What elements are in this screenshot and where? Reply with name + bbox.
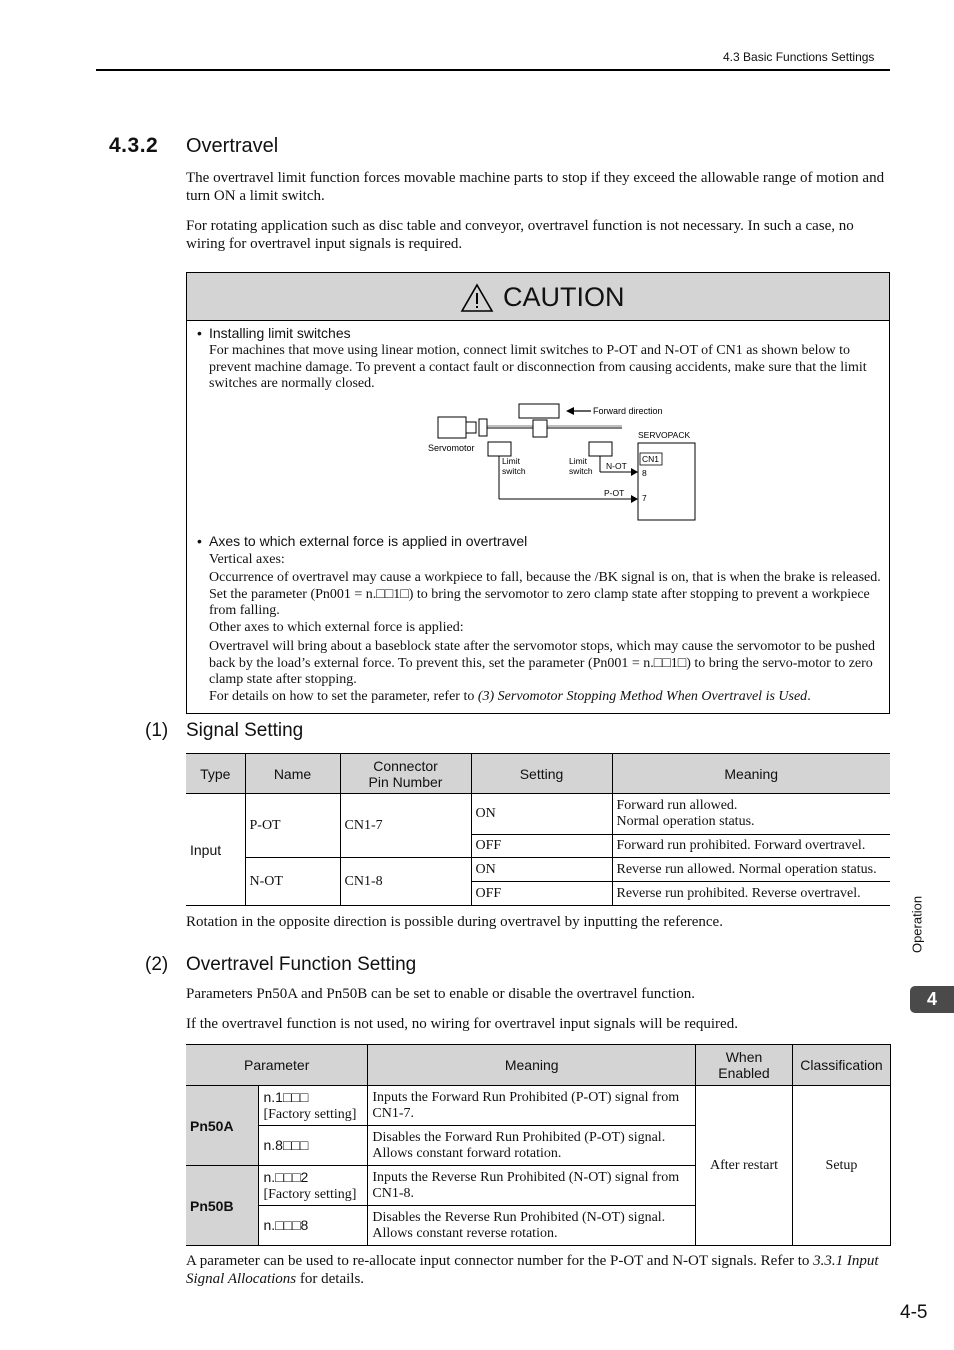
col-connector-pin: Connector Pin Number (340, 754, 471, 794)
cn1-label: CN1 (642, 454, 660, 464)
function-paragraph-2: If the overtravel function is not used, no wiring for overtravel input signals will be required. (186, 1016, 738, 1032)
header-rule (96, 69, 890, 71)
name-cell: N-OT (245, 858, 340, 906)
vertical-axes-text: Occurrence of overtravel may cause a workpiece to fall, because the /BK signal is on, that is when the brake is released. Set the parameter (Pn001 = n.□□1□) to bring the servomotor to zero clamp state after stopping to prevent a workpiece from falling. (209, 570, 881, 618)
col-parameter: Parameter (186, 1045, 368, 1086)
servomotor-shape (438, 417, 466, 438)
forward-arrow-icon (566, 407, 574, 415)
name-cell: P-OT (245, 794, 340, 858)
meaning-cell: Reverse run prohibited. Reverse overtravel. (612, 882, 890, 906)
vertical-axes-label: Vertical axes: (209, 552, 285, 567)
other-axes-label: Other axes to which external force is applied: (209, 620, 464, 635)
pin-cell: CN1-7 (340, 794, 471, 858)
classification-cell: Setup (792, 1086, 890, 1246)
param-value-cell: n.1□□□ [Factory setting] (259, 1086, 368, 1126)
setting-cell: ON (471, 794, 612, 835)
intro-paragraph-2: For rotating application such as disc table and conveyor, overtravel function is not necessary. In such a case, no wiring for overtravel input signals is required. (186, 218, 854, 252)
limit-switch-text: For machines that move using linear motion, connect limit switches to P-OT and N-OT of CN1 as shown below to prevent machine damage. To prevent a contact fault or disconnection from causing accidents, make sure that the limit switches are normally closed. (209, 343, 867, 391)
upper-limit-switch-shape (519, 404, 559, 418)
col-when-enabled: When Enabled (696, 1045, 793, 1086)
placeholder-box-icon: □ (677, 655, 687, 671)
signal-setting-heading: Signal Setting (186, 720, 304, 741)
placeholder-box-icon: □□ (376, 586, 394, 602)
meaning-cell: Disables the Forward Run Prohibited (P-OT) signal. Allows constant forward rotation. (368, 1126, 696, 1166)
section-title: Overtravel (186, 135, 279, 157)
pin-8-label: 8 (642, 468, 647, 478)
bullet-icon: • (197, 533, 202, 549)
type-cell: Input (186, 794, 245, 906)
n-ot-arrow-icon (631, 468, 638, 476)
signal-setting-number: (1) (145, 720, 169, 741)
col-setting: Setting (471, 754, 612, 794)
stopping-method-link[interactable]: (3) Servomotor Stopping Method When Overtravel is Used (477, 689, 808, 704)
left-limit-switch-shape (488, 442, 511, 456)
col-type: Type (186, 754, 245, 794)
col-meaning: Meaning (368, 1045, 696, 1086)
meaning-cell: Inputs the Reverse Run Prohibited (N-OT) signal from CN1-8. (368, 1166, 696, 1206)
function-setting-heading: Overtravel Function Setting (186, 954, 417, 975)
right-limit-switch-shape (589, 442, 612, 456)
table-row (186, 1086, 891, 1126)
page-number: 4-5 (900, 1302, 928, 1323)
function-setting-number: (2) (145, 954, 169, 975)
pin-7-label: 7 (642, 493, 647, 503)
signal-setting-table (186, 753, 890, 906)
placeholder-box-icon: □□ (653, 655, 671, 671)
param-value-cell: n.8□□□ (259, 1126, 368, 1166)
meaning-cell: Disables the Reverse Run Prohibited (N-OT) signal. Allows constant reverse rotation. (368, 1206, 696, 1246)
caution-header (187, 273, 889, 321)
servomotor-label: Servomotor (428, 443, 475, 453)
input-signal-allocations-link[interactable]: 3.3.1 Input Signal Allocations (186, 1253, 879, 1287)
meaning-cell: Reverse run allowed. Normal operation status. (612, 858, 890, 882)
side-tab-operation: Operation (909, 895, 925, 954)
placeholder-box-icon: □□□ (275, 1168, 301, 1185)
forward-direction-label: Forward direction (593, 406, 663, 416)
caution-title: CAUTION (503, 282, 625, 312)
limit-switch-label-1a: Limit (502, 456, 520, 466)
intro-paragraph-1: The overtravel limit function forces movable machine parts to stop if they exceed the allowable range of motion and turn ON a limit switch. (186, 170, 885, 204)
placeholder-box-icon: □□□ (282, 1088, 309, 1105)
bullet-icon: • (197, 325, 202, 341)
table-row (186, 858, 890, 882)
setting-cell: OFF (471, 882, 612, 906)
col-meaning: Meaning (612, 754, 890, 794)
limit-switch-label-1b: switch (502, 466, 526, 476)
meaning-cell: Forward run allowed. Normal operation status. (612, 794, 890, 835)
p-ot-label: P-OT (604, 488, 625, 498)
other-axes-text: Overtravel will bring about a baseblock state after the servomotor stops, which may cause the servomotor to be pushed back by the load’s external force. To prevent this, set the parameter (Pn001 = n.□□1□) to bring the servo-motor to zero clamp state after stopping. (209, 639, 875, 687)
meaning-cell: Forward run prohibited. Forward overtravel. (612, 835, 890, 858)
param-pn50a: Pn50A (186, 1086, 259, 1166)
signal-note: Rotation in the opposite direction is possible during overtravel by inputting the reference. (186, 914, 723, 930)
placeholder-box-icon: □ (400, 586, 409, 602)
bullet-heading-external-force: Axes to which external force is applied in overtravel (209, 533, 528, 549)
chapter-tab: 4 (910, 986, 954, 1013)
param-value-cell: n.□□□8 (259, 1206, 368, 1246)
running-header: 4.3 Basic Functions Settings (723, 50, 875, 64)
limit-switch-wiring-diagram (417, 401, 717, 523)
setting-cell: OFF (471, 835, 612, 858)
section-number: 4.3.2 (109, 134, 159, 157)
pin-cell: CN1-8 (340, 858, 471, 906)
caution-box (186, 272, 890, 714)
limit-switch-label-2b: switch (569, 466, 593, 476)
parameter-table (186, 1044, 891, 1246)
function-paragraph-1: Parameters Pn50A and Pn50B can be set to enable or disable the overtravel function. (186, 986, 696, 1002)
servopack-label: SERVOPACK (638, 430, 691, 440)
footer-reference: A parameter can be used to re-allocate input connector number for the P-OT and N-OT signals. Refer to 3.3.1 Input Signal Allocations for details. (186, 1253, 879, 1287)
placeholder-box-icon: □□□ (282, 1136, 309, 1153)
col-classification: Classification (792, 1045, 890, 1086)
table-row (186, 794, 890, 835)
placeholder-box-icon: □□□ (275, 1216, 301, 1233)
limit-switch-label-2a: Limit (569, 456, 587, 466)
n-ot-label: N-OT (606, 461, 627, 471)
warning-triangle-icon (460, 283, 494, 313)
meaning-cell: Inputs the Forward Run Prohibited (P-OT) signal from CN1-7. (368, 1086, 696, 1126)
col-name: Name (245, 754, 340, 794)
when-enabled-cell: After restart (696, 1086, 793, 1246)
param-value-cell: n.□□□2 [Factory setting] (259, 1166, 368, 1206)
bullet-heading-limit-switches: Installing limit switches (209, 325, 351, 341)
param-pn50b: Pn50B (186, 1166, 259, 1246)
setting-cell: ON (471, 858, 612, 882)
details-reference: For details on how to set the parameter, refer to (3) Servomotor Stopping Method When Overtravel is Used. (209, 689, 811, 704)
p-ot-arrow-icon (631, 495, 638, 503)
